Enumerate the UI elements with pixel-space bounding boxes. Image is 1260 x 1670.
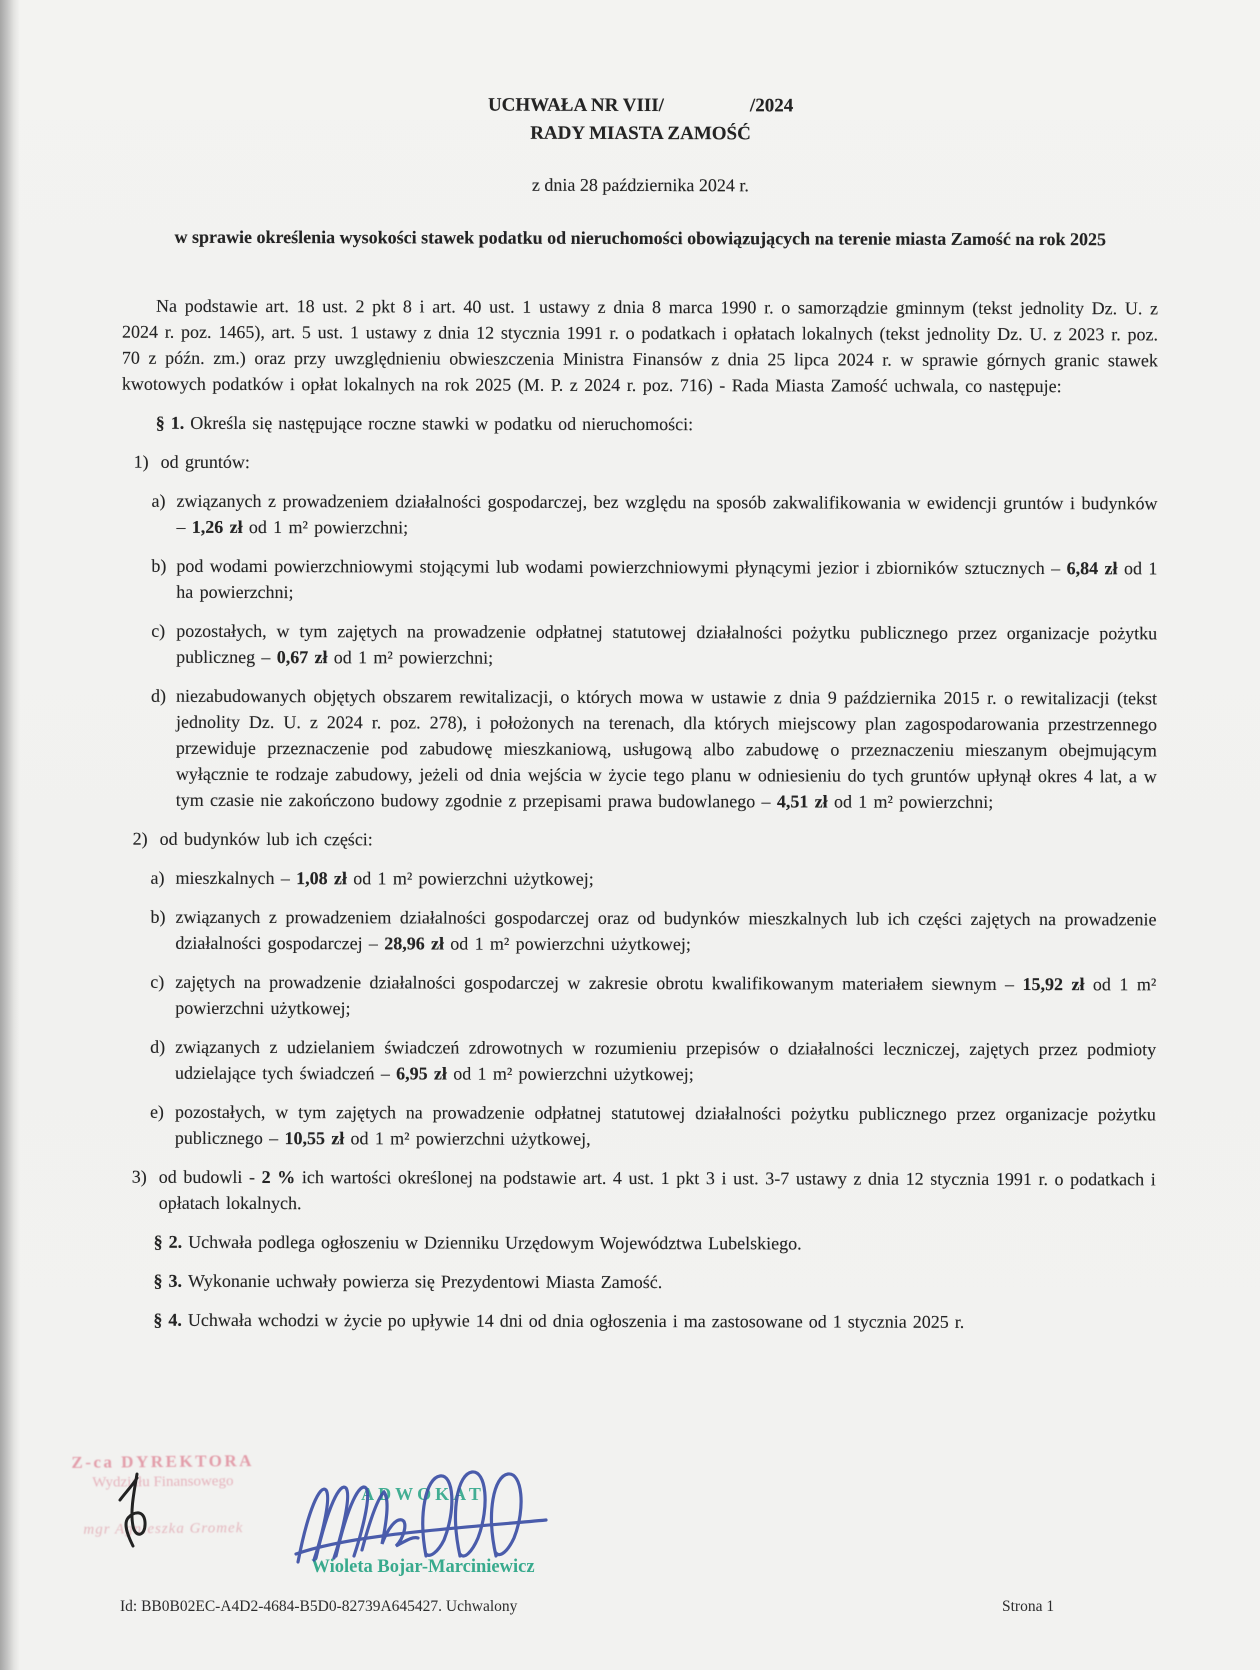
preamble-paragraph: Na podstawie art. 18 ust. 2 pkt 8 i art. 40 ust. 1 ustawy z dnia 8 marca 1990 r. o samorządzie gminnym (tekst jednolity Dz. U. z 2024 r. poz. 1465), art. 5 ust. 1 ustawy z dnia 12 stycznia 1991 r. o podatkach i opłatach lokalnych (tekst jednolity Dz. U. z 2023 r. poz. 70 z późn. zm.) oraz przy uwzględnieniu obwieszczenia Ministra Finansów z dnia 25 lipca 2024 r. w sprawie górnych granic stawek kwotowych podatków i opłat lokalnych na rok 2025 (M. P. z 2024 r. poz. 716) - Rada Miasta Zamość uchwala, co następuje:: [121, 295, 1159, 397]
rate-value: 15,92 zł: [1022, 974, 1085, 995]
list-marker: 1): [133, 451, 149, 472]
section-text: Określa się następujące roczne stawki w podatku od nieruchomości:: [190, 412, 694, 435]
section-paragraph: [119, 1307, 1155, 1336]
document-subject: w sprawie określenia wysokości stawek podatku od nieruchomości obowiązujących na terenie miasta Zamość na rok 2025: [174, 226, 1107, 250]
list-item-text: [176, 618, 1157, 673]
list-marker: 3): [131, 1166, 147, 1187]
section-text: Uchwała podlega ogłoszeniu w Dzienniku Urzędowym Województwa Lubelskiego.: [188, 1231, 802, 1254]
text-run: od 1 m² powierzchni;: [327, 647, 494, 668]
list-marker: c): [151, 620, 166, 641]
text-run: niezabudowanych objętych obszarem rewitalizacji, o których mowa w ustawie z dnia 9 października 2015 r. o rewitalizacji (tekst jednolity Dz. U. z 2024 r. poz. 278), i położonych na terenach, dla których miejscowy plan zagospodarowania przestrzennego przewiduje przeznaczenie pod zabudowę mieszkaniową, usługową albo zabudowę o przeznaczeniu mieszanym obejmującym wyłącznie te rodzaje zabudowy, jeżeli od dnia wejścia w życie tego planu w odniesieniu do tych gruntów upłynął okres 4 lat, a w tym czasie nie zakończono budowy zgodnie z przepisami prawa budowlanego –: [175, 685, 1158, 812]
text-run: związanych z prowadzeniem działalności gospodarczej oraz od budynków mieszkalnych lub ich części zajętych na prowadzenie działalności gospodarczej –: [175, 906, 1157, 954]
scan-edge-shadow: [0, 0, 20, 1670]
stamp-department: Wydziału Finansowego: [92, 1473, 234, 1491]
document-date: z dnia 28 października 2024 r.: [531, 174, 749, 196]
list-item-text: [175, 904, 1156, 959]
list-item-text: [159, 1164, 1156, 1219]
list-marker: b): [150, 906, 166, 927]
text-run: pozostałych, w tym zajętych na prowadzenie odpłatnej statutowej działalności pożytku publicznego przez organizacje pożytku publiczneg –: [176, 620, 1158, 668]
text-run: od 1 m² powierzchni użytkowej;: [175, 974, 1157, 1019]
text-run: pod wodami powierzchniowymi stojącymi lub wodami powierzchniowymi płynącymi jezior i zbiorników sztucznych –: [176, 555, 1067, 579]
handwritten-initials: [106, 1466, 164, 1556]
text-run: zajętych na prowadzenie działalności gospodarczej w zakresie obrotu kwalifikowanym materiałem siewnym –: [175, 971, 1023, 995]
title-issuer: RADY MIASTA ZAMOŚĆ: [530, 122, 751, 145]
list-subitem: [150, 1099, 1156, 1154]
list-marker: 2): [132, 828, 148, 849]
text-run: mieszkalnych –: [175, 867, 297, 889]
list-marker: b): [151, 555, 167, 576]
rates-list: [120, 449, 1158, 1219]
list-item: [134, 449, 1158, 478]
rate-value: 1,08 zł: [296, 868, 347, 889]
list-item-text: od budynków lub ich części:: [159, 828, 373, 850]
list-item-text: od gruntów:: [160, 451, 250, 472]
list-marker: d): [150, 1036, 166, 1057]
list-subitem: [150, 969, 1156, 1024]
rate-value: 28,96 zł: [384, 933, 445, 954]
list-item-text: [176, 488, 1157, 543]
section-text: Uchwała wchodzi w życie po upływie 14 dni od dnia ogłoszenia i ma zastosowane od 1 stycznia 2025 r.: [187, 1309, 965, 1332]
text-run: od budowli -: [158, 1166, 262, 1188]
rate-value: 6,84 zł: [1066, 558, 1118, 579]
section-marker: § 1.: [155, 412, 185, 433]
stamp-signer-name: mgr Agnieszka Gromek: [83, 1520, 244, 1538]
rate-value: 1,26 zł: [191, 516, 243, 537]
list-subitem: [151, 488, 1157, 543]
list-item-text: [176, 683, 1157, 816]
stamp-title: ADWOKAT: [361, 1484, 485, 1504]
list-subitem: [151, 618, 1157, 673]
list-item-text: [176, 865, 1157, 894]
rate-value: 6,95 zł: [396, 1063, 447, 1084]
section-text: Wykonanie uchwały powierza się Prezydentowi Miasta Zamość.: [187, 1270, 663, 1293]
rate-value: 0,67 zł: [276, 647, 328, 668]
section-marker: § 3.: [153, 1270, 189, 1291]
list-item-text: [176, 553, 1157, 608]
title-number-suffix: /2024: [749, 95, 794, 117]
section-marker: § 4.: [153, 1309, 188, 1330]
stamp-title: Z-ca DYREKTORA: [71, 1451, 254, 1472]
handwritten-signature: [292, 1458, 552, 1578]
list-item-text: [175, 1099, 1156, 1154]
text-run: od 1 m² powierzchni użytkowej;: [446, 1063, 694, 1085]
list-item: [133, 826, 1157, 855]
stamp-signer-name: Wioleta Bojar-Marciniewicz: [311, 1557, 535, 1577]
section-paragraph: [119, 1268, 1155, 1297]
list-subitem: [151, 553, 1157, 608]
list-item: [132, 1164, 1156, 1219]
list-marker: d): [151, 685, 167, 706]
list-marker: a): [151, 490, 166, 511]
list-subitem: [150, 1034, 1156, 1089]
list-subitem: [150, 904, 1156, 959]
list-subitem: [151, 865, 1157, 894]
list-item-text: [175, 969, 1156, 1024]
text-run: związanych z udzielaniem świadczeń zdrowotnych w rozumieniu przepisów o działalności leczniczej, zajętych przez podmioty udzielające tych świadczeń –: [175, 1036, 1157, 1084]
text-run: od 1 ha powierzchni;: [176, 558, 1158, 603]
closing-sections: [119, 1229, 1155, 1336]
title-number-prefix: UCHWAŁA NR VIII/: [487, 94, 664, 117]
text-run: od 1 m² powierzchni;: [827, 791, 994, 812]
text-run: ich wartości określonej na podstawie art. 4 ust. 1 pkt 3 i ust. 3-7 ustawy z dnia 12 stycznia 1991 r. o podatkach i opłatach lokalnych.: [158, 1167, 1156, 1214]
section-marker: § 2.: [153, 1231, 189, 1252]
list-marker: c): [150, 971, 165, 992]
text-run: pozostałych, w tym zajętych na prowadzenie odpłatnej statutowej działalności pożytku publicznego przez organizacje pożytku publicznego –: [174, 1101, 1156, 1149]
rate-value: 2 %: [261, 1167, 296, 1188]
text-run: od 1 m² powierzchni użytkowej,: [344, 1128, 591, 1149]
footer-document-id: Id: BB0B02EC-A4D2-4684-B5D0-82739A645427. Uchwalony: [120, 1598, 518, 1615]
text-run: od 1 m² powierzchni użytkowej;: [346, 868, 594, 889]
list-item-text: [175, 1034, 1156, 1089]
text-run: związanych z prowadzeniem działalności gospodarczej, bez względu na sposób zakwalifikowania w ewidencji gruntów i budynków –: [176, 490, 1158, 537]
text-run: od 1 m² powierzchni użytkowej;: [443, 933, 691, 955]
section-paragraph-1: [122, 410, 1158, 439]
text-run: od 1 m² powierzchni;: [242, 516, 409, 538]
rate-value: 4,51 zł: [776, 791, 828, 812]
document-title: [122, 91, 1158, 150]
list-marker: a): [150, 867, 165, 888]
section-paragraph: [120, 1229, 1156, 1258]
footer-page-number: Strona 1: [1002, 1598, 1055, 1615]
document-content: [119, 91, 1158, 1336]
rate-value: 10,55 zł: [284, 1128, 345, 1149]
list-marker: e): [149, 1101, 164, 1122]
list-subitem: [151, 683, 1157, 816]
